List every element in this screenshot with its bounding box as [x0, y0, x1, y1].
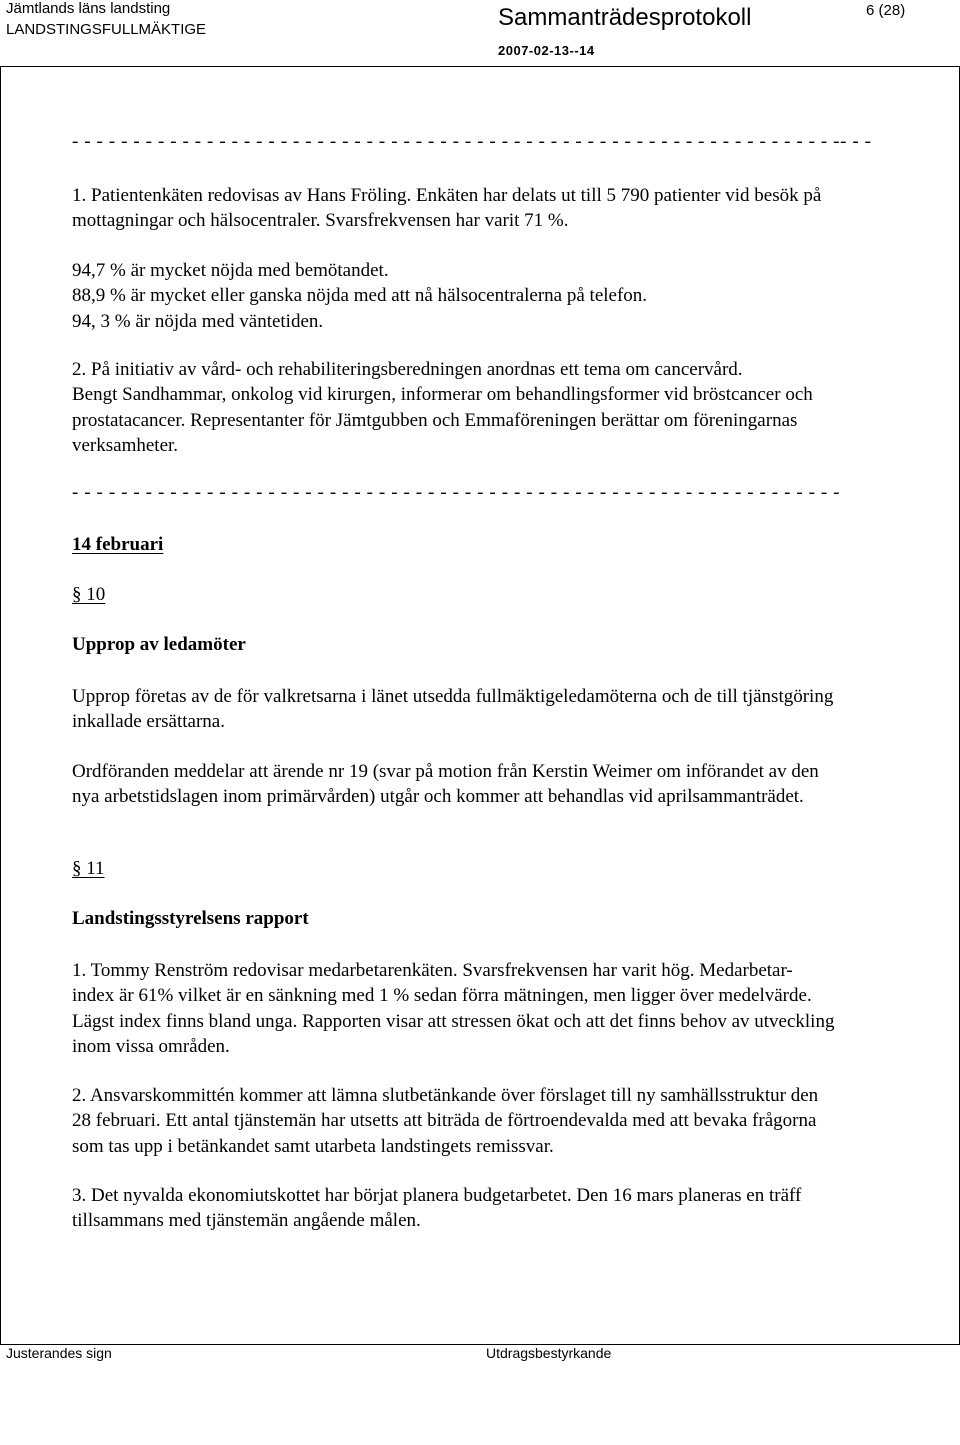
text-line: 2. Ansvarskommittén kommer att lämna slutbetänkande över förslaget till ny samhällsstruktur den [72, 1085, 819, 1106]
text-line: inkallade ersättarna. [72, 711, 225, 733]
footer-certification-label: Utdragsbestyrkande [486, 1345, 612, 1361]
statistic-line: 88,9 % är mycket eller ganska nöjda med att nå hälsocentralerna på telefon. [72, 285, 648, 307]
document-title: Sammanträdesprotokoll [498, 4, 752, 31]
text-line: 3. Det nyvalda ekonomiutskottet har börjat planera budgetarbetet. Den 16 mars planeras en träff [72, 1185, 802, 1206]
separator-top: - - - - - - - - - - - - - - - - - - - - - - - - - - - - - - - - - - - - - - - - - - - - - - - - - - - - - - - - - - - - - - -- - - [72, 131, 872, 152]
text-line: Upprop företas av de för valkretsarna i länet utsedda fullmäktigeledamöterna och de till tjänstgöring [72, 686, 834, 707]
text-line: Ordföranden meddelar att ärende nr 19 (svar på motion från Kerstin Weimer om införandet av den [72, 761, 819, 782]
section11-item-2 [72, 1083, 942, 1159]
left-frame-line [0, 66, 1, 1345]
separator-mid: - - - - - - - - - - - - - - - - - - - - - - - - - - - - - - - - - - - - - - - - - - - - - - - - - - - - - - - - - - - - - - - [72, 482, 841, 503]
text-line: mottagningar och hälsocentraler. Svarsfrekvensen har varit 71 %. [72, 210, 569, 232]
paragraph-number-11: § 11 [72, 858, 105, 879]
organization-name: Jämtlands läns landsting [6, 0, 171, 17]
text-line: som tas upp i betänkandet samt utarbeta landstingets remissvar. [72, 1135, 554, 1157]
section11-item-1 [72, 958, 942, 1059]
header-rule [0, 66, 960, 67]
section10-paragraph-1 [72, 684, 942, 735]
text-line: 28 februari. Ett antal tjänstemän har utsetts att biträda de förtroendevalda med att bevaka frågorna [72, 1110, 817, 1132]
paragraph-number-value: 11 [86, 858, 105, 879]
text-line: verksamheter. [72, 434, 179, 456]
text-line: Lägst index finns bland unga. Rapporten visar att stressen ökat och att det finns behov av utveckling [72, 1010, 835, 1032]
text-line: inom vissa områden. [72, 1035, 230, 1057]
footer-rule [0, 1344, 960, 1345]
text-line: 1. Patientenkäten redovisas av Hans Fröling. Enkäten har delats ut till 5 790 patienter vid besök på [72, 185, 822, 206]
text-line: index är 61% vilket är en sänkning med 1 % sedan förra mätningen, men ligger över medelvärde. [72, 985, 812, 1007]
committee-name: LANDSTINGSFULLMÄKTIGE [6, 21, 207, 38]
text-line: nya arbetstidslagen inom primärvården) utgår och kommer att behandlas vid aprilsammanträdet. [72, 786, 804, 808]
text-line: 1. Tommy Renström redovisar medarbetarenkäten. Svarsfrekvensen har varit hög. Medarbetar- [72, 960, 793, 981]
paragraph-number-10: § 10 [72, 584, 106, 605]
text-line: prostatacancer. Representanter för Jämtgubben och Emmaföreningen berättar om föreningarnas [72, 409, 798, 431]
statistic-line: 94, 3 % är nöjda med väntetiden. [72, 310, 324, 332]
day-heading: 14 februari [72, 534, 164, 555]
page-number: 6 (28) [866, 2, 906, 19]
statistic-line: 94,7 % är mycket nöjda med bemötandet. [72, 260, 389, 281]
section10-title: Upprop av ledamöter [72, 634, 246, 655]
meeting-date: 2007-02-13--14 [498, 43, 595, 58]
section11-title: Landstingsstyrelsens rapport [72, 908, 309, 929]
footer-signature-label: Justerandes sign [6, 1345, 112, 1361]
section11-item-3 [72, 1183, 942, 1234]
statistics-list [72, 258, 942, 334]
section10-paragraph-2 [72, 759, 942, 810]
text-line: Bengt Sandhammar, onkolog vid kirurgen, informerar om behandlingsformer vid bröstcancer och [72, 384, 813, 406]
text-line: 2. På initiativ av vård- och rehabiliteringsberedningen anordnas ett tema om cancervård. [72, 359, 743, 380]
text-line: tillsammans med tjänstemän angående målen. [72, 1210, 421, 1232]
paragraph-number-value: 10 [86, 584, 106, 605]
item2-paragraph [72, 357, 942, 458]
item1-paragraph [72, 183, 942, 234]
